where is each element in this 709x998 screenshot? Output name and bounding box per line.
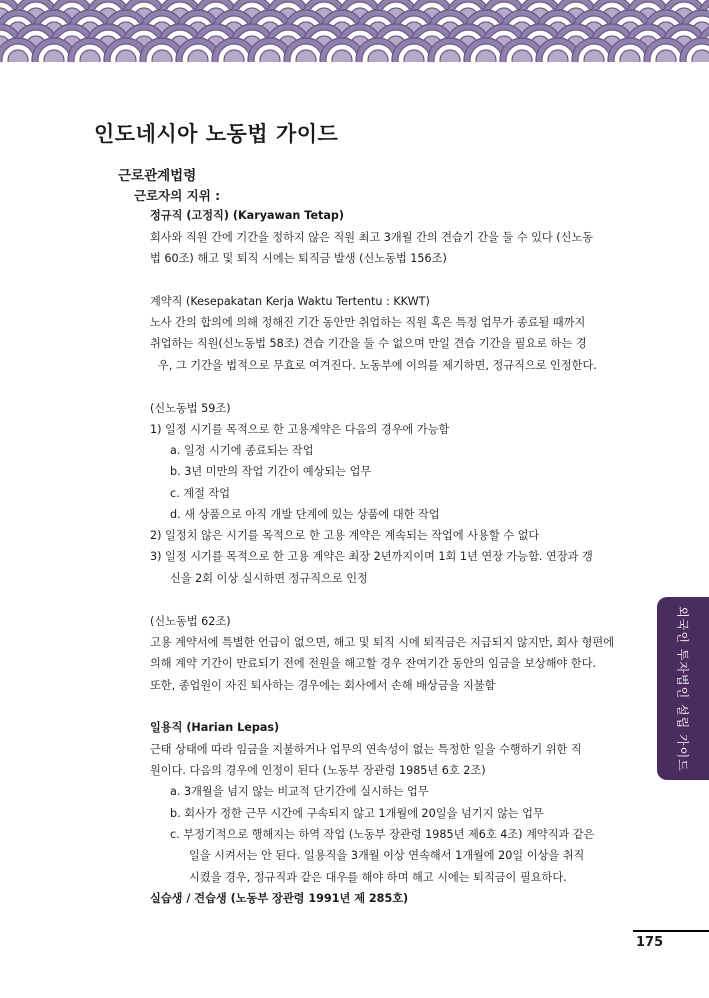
list-subitem: a. 일정 시기에 종료되는 작업 [170, 444, 314, 457]
list-item: 1) 일정 시기를 목적으로 한 고용계약은 다음의 경우에 가능함 [150, 423, 450, 436]
heading-intern: 실습생 / 견습생 (노동부 장관령 1991년 제 285호) [150, 892, 409, 905]
list-subitem-continuation: 시켰을 경우, 정규직과 같은 대우를 해야 하며 해고 시에는 퇴직금이 필요하다. [189, 871, 567, 884]
subsection-heading: 근로자의 지위 : [134, 188, 221, 203]
body-line: 의해 계약 기간이 만료되기 전에 전원을 해고할 경우 잔여기간 동안의 임금을 보상해야 한다. [150, 657, 597, 670]
list-subitem: c. 계절 작업 [170, 487, 231, 500]
list-subitem: d. 새 상품으로 아직 개발 단계에 있는 상품에 대한 작업 [170, 508, 440, 521]
body-line: 우, 그 기간을 법적으로 무효로 여겨진다. 노동부에 이의를 제기하면, 정규직으로 인정한다. [158, 359, 597, 372]
list-item: 3) 일정 시기를 목적으로 한 고용 계약은 최장 2년까지이며 1회 1년 연장 가능함. 연장과 갱 [150, 550, 593, 563]
body-line: 또한, 종업원이 자진 퇴사하는 경우에는 회사에서 손해 배상금을 지불함 [150, 679, 496, 692]
body-line: 노사 간의 합의에 의해 정해진 기간 동안만 취업하는 직원 혹은 특정 업무가 종료될 때까지 [150, 316, 586, 329]
heading-contract-employee: 계약직 (Kesepakatan Kerja Waktu Tertentu : KKWT) [150, 295, 430, 308]
list-subitem-continuation: 일을 시켜서는 안 된다. 일용직을 3개월 이상 연속해서 1개월에 20일 이상을 취직 [189, 849, 585, 862]
body-line: 고용 계약서에 특별한 언급이 없으면, 해고 및 퇴직 시에 퇴직금은 지급되지 않지만, 회사 형편에 [150, 636, 615, 649]
body-line: 취업하는 직원(신노동법 58조) 견습 기간을 둘 수 없으며 만일 견습 기간을 필요로 하는 경 [150, 337, 587, 350]
heading-permanent-employee: 정규직 (고정직) (Karyawan Tetap) [150, 209, 345, 222]
header-wave-pattern [0, 0, 709, 62]
body-line: 원이다. 다음의 경우에 인정이 된다 (노동부 장관령 1985년 6호 2조) [150, 764, 486, 777]
list-item-continuation: 신을 2회 이상 실시하면 정규직으로 인정 [170, 572, 368, 585]
list-subitem: a. 3개월을 넘지 않는 비교적 단기간에 실시하는 업무 [170, 785, 429, 798]
list-subitem: b. 3년 미만의 작업 기간이 예상되는 업무 [170, 465, 372, 478]
section-heading: 근로관계법령 [118, 168, 197, 184]
page-number-rule [633, 930, 709, 932]
list-subitem: b. 회사가 정한 근무 시간에 구속되지 않고 1개월에 20일을 넘기지 않는 업무 [170, 807, 544, 820]
page-title: 인도네시아 노동법 가이드 [94, 122, 339, 146]
list-subitem: c. 부정기적으로 행해지는 하역 작업 (노동부 장관령 1985년 제6호 4조) 계약직과 같은 [170, 828, 595, 841]
body-line: 근태 상태에 따라 임금을 지불하거나 업무의 연속성이 없는 특정한 일을 수행하기 위한 직 [150, 743, 582, 756]
heading-daily-worker: 일용직 (Harian Lepas) [150, 721, 280, 734]
body-line: 법 60조) 해고 및 퇴직 시에는 퇴직금 발생 (신노동법 156조) [150, 252, 447, 265]
list-item: 2) 일정치 않은 시기를 목적으로 한 고용 계약은 계속되는 작업에 사용할 수 없다 [150, 529, 540, 542]
law-reference: (신노동법 62조) [150, 615, 231, 628]
law-reference: (신노동법 59조) [150, 402, 231, 415]
page-number: 175 [636, 935, 664, 950]
side-tab-label: 외국인 투자법인 설립 가이드 [675, 606, 690, 772]
chapter-side-tab [657, 597, 709, 780]
body-line: 회사와 직원 간에 기간을 정하지 않은 직원 최고 3개월 간의 견습기 간을 둘 수 있다 (신노동 [150, 231, 594, 244]
